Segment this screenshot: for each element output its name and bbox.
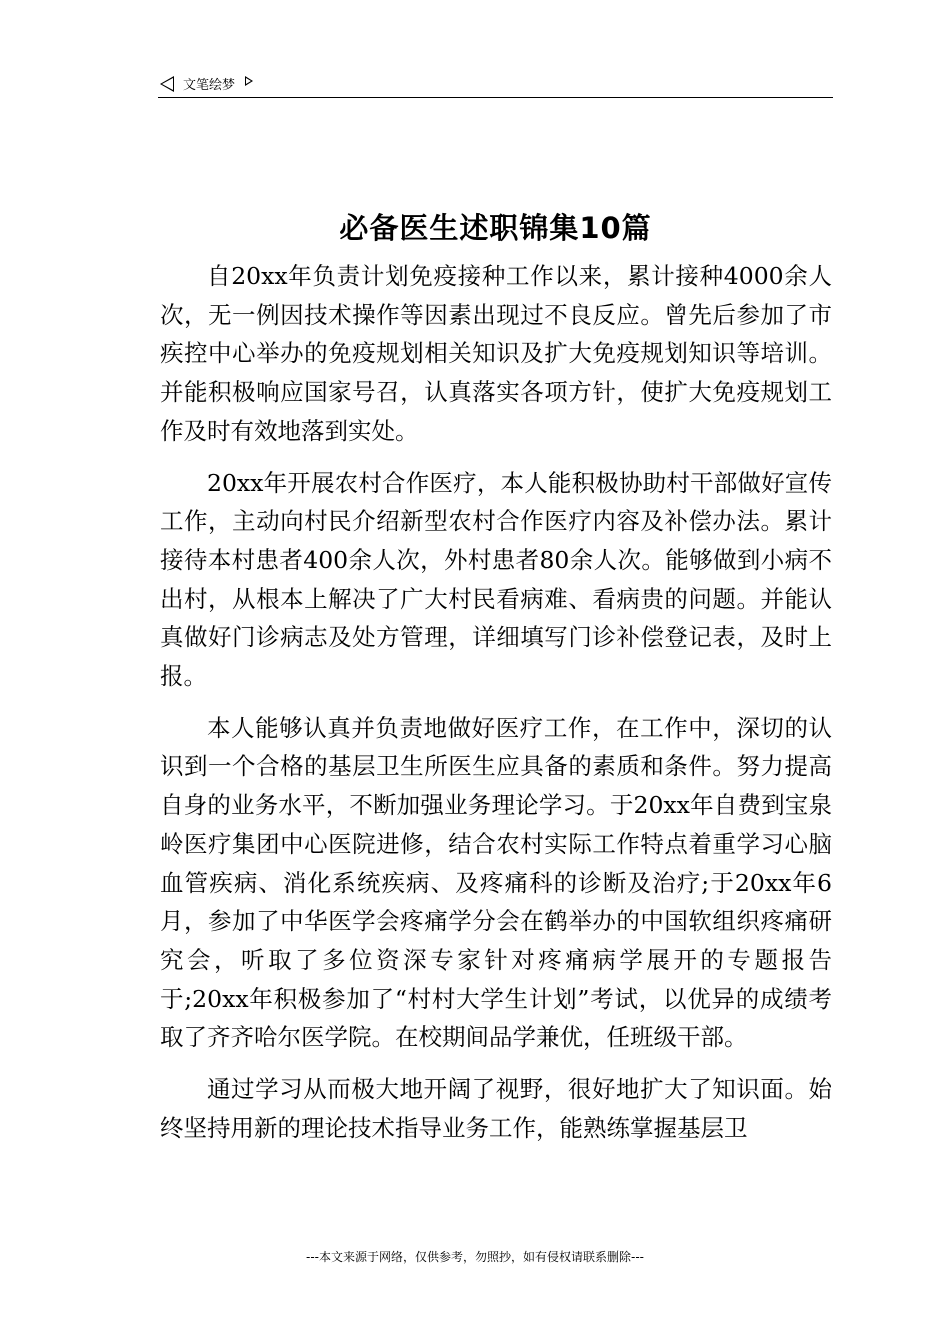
paragraph: 自20xx年负责计划免疫接种工作以来，累计接种4000余人次，无一例因技术操作等因素出现过不良反应。曾先后参加了市疾控中心举办的免疫规划相关知识及扩大免疫规划知识等培训。并能积极响应国家号召，认真落实各项方针，使扩大免疫规划工作及时有效地落到实处。 [160,262,832,445]
header-brand: 文笔绘梦 [183,78,236,93]
document-title: 必备医生述职锦集10篇 [339,211,652,245]
triangle-right-icon [245,76,253,86]
document-body [160,257,832,1160]
page-header [160,74,253,93]
triangle-left-icon [160,76,174,92]
footer-notice: ---本文来源于网络，仅供参考，勿照抄，如有侵权请联系删除--- [306,1250,644,1264]
paragraph: 20xx年开展农村合作医疗，本人能积极协助村干部做好宣传工作，主动向村民介绍新型农村合作医疗内容及补偿办法。累计接待本村患者400余人次，外村患者80余人次。能够做到小病不出村，从根本上解决了广大村民看病难、看病贵的问题。并能认真做好门诊病志及处方管理，详细填写门诊补偿登记表，及时上报。 [160,468,832,691]
paragraph: 通过学习从而极大地开阔了视野，很好地扩大了知识面。始终坚持用新的理论技术指导业务工作，能熟练掌握基层卫 [160,1075,832,1142]
paragraph: 本人能够认真并负责地做好医疗工作，在工作中，深切的认识到一个合格的基层卫生所医生应具备的素质和条件。努力提高自身的业务水平，不断加强业务理论学习。于20xx年自费到宝泉岭医疗集团中心医院进修，结合农村实际工作特点着重学习心脑血管疾病、消化系统疾病、及疼痛科的诊断及治疗;于20xx年6月，参加了中华医学会疼痛学分会在鹤举办的中国软组织疼痛研究会，听取了多位资深专家针对疼痛病学展开的专题报告于;20xx年积极参加了“村村大学生计划”考试，以优异的成绩考取了齐齐哈尔医学院。在校期间品学兼优，任班级干部。 [160,713,832,1052]
header-divider [158,97,833,98]
